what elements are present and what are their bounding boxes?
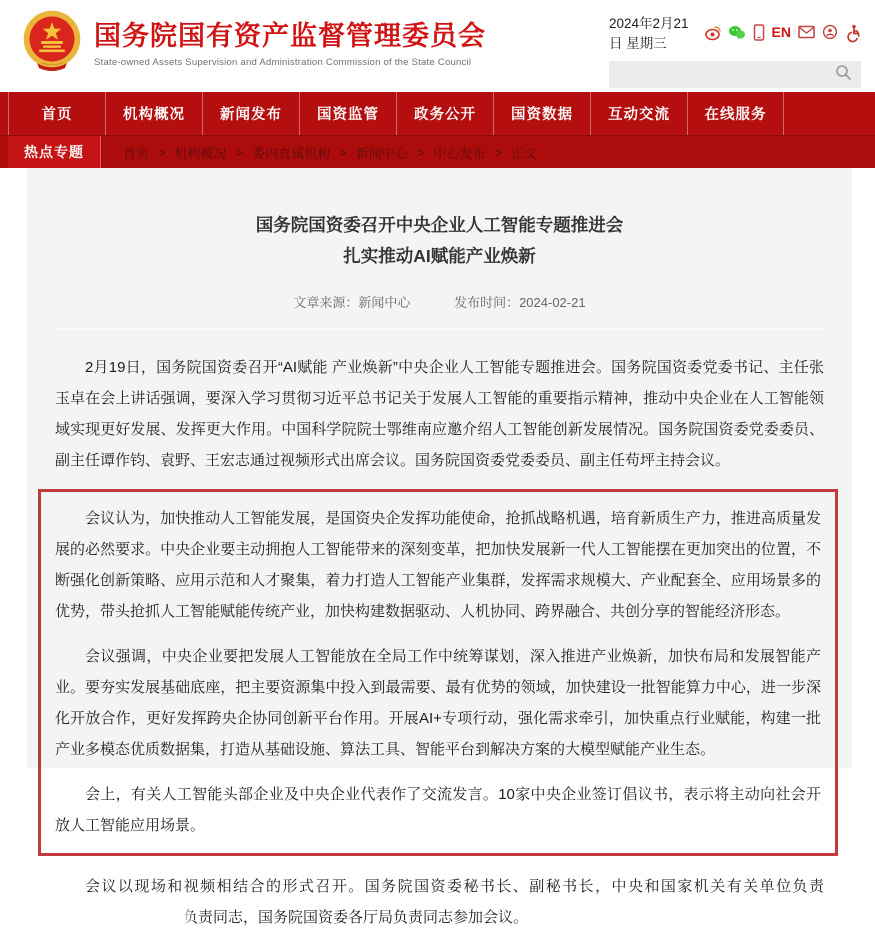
article-source-label: 文章来源：: [293, 295, 359, 310]
contact-icon[interactable]: [822, 24, 838, 41]
article-title-line1: 国务院国资委召开中央企业人工智能专题推进会: [255, 215, 624, 235]
article-paragraph-5-end: 负责同志，国务院国资委各厅局负责同志参加会议。: [183, 909, 529, 926]
article-container: [27, 168, 852, 926]
breadcrumb-affiliates[interactable]: 委内直属机构: [252, 145, 331, 161]
breadcrumb-center-release[interactable]: 中心发布: [433, 145, 486, 161]
article-paragraph-1: 2月19日，国务院国资委召开“AI赋能 产业焕新”中央企业人工智能专题推进会。国务院国资委党委书记、主任张玉卓在会上讲话强调，要深入学习贯彻习近平总书记关于发展人工智能的重要指示精神，推动中央企业在人工智能领域实现更好发展、发挥更大作用。中国科学院院士鄂维南应邀介绍人工智能创新发展情况。国务院国资委党委委员、副主任谭作钧、袁野、王宏志通过视频形式出席会议。国务院国资委党委委员、副主任苟坪主持会议。: [55, 359, 824, 469]
meta-divider: [55, 328, 824, 329]
nav-item-gov-affairs[interactable]: 政务公开: [396, 92, 493, 135]
article-paragraph-3: 会议强调，中央企业要把发展人工智能放在全局工作中统筹谋划，深入推进产业焕新，加快布局和发展智能产业。要夯实发展基础底座，把主要资源集中投入到最需要、最有优势的领域，加快建设一批智能算力中心，进一步深化开放合作，更好发挥跨央企协同创新平台作用。开展AI+专项行动，强化需求牵引，加快重点行业赋能，构建一批产业多模态优质数据集，打造从基础设施、算法工具、智能平台到解决方案的大模型赋能产业生态。: [55, 648, 821, 758]
nav-item-data[interactable]: 国资数据: [493, 92, 590, 135]
article-paragraph-4: 会上，有关人工智能头部企业及中央企业代表作了交流发言。10家中央企业签订倡议书，表示将主动向社会开放人工智能应用场景。: [55, 786, 821, 834]
nav-item-news[interactable]: 新闻发布: [202, 92, 299, 135]
current-date: 2024年2月21日 星期三: [609, 16, 689, 51]
nav-item-supervision[interactable]: 国资监管: [299, 92, 396, 135]
article-source-value: 新闻中心: [358, 295, 411, 310]
breadcrumb-news-center[interactable]: 新闻中心: [355, 145, 408, 161]
site-logo[interactable]: [22, 10, 486, 77]
weibo-icon[interactable]: [705, 24, 722, 41]
site-title-en: State-owned Assets Supervision and Administration Commission of the State Council: [94, 57, 472, 68]
article-title-line2: 扎实推动AI赋能产业焕新: [343, 246, 536, 266]
nav-item-hot-topics[interactable]: 热点专题: [8, 136, 101, 168]
breadcrumb-current-page: 正文: [511, 145, 538, 161]
search-bar[interactable]: [609, 61, 861, 88]
search-input[interactable]: [609, 61, 835, 88]
breadcrumb-separator: >: [494, 144, 503, 160]
nav-item-home[interactable]: 首页: [8, 92, 105, 135]
highlighted-box: [38, 489, 838, 856]
article-meta: [55, 292, 824, 311]
article-paragraph-2: 会议认为，加快推动人工智能发展，是国资央企发挥功能使命，抢抓战略机遇，培育新质生产力，推进高质量发展的必然要求。中央企业要主动拥抱人工智能带来的深刻变革，把加快发展新一代人工智能摆在更加突出的位置，不断强化创新策略、应用示范和人才聚集，着力打造人工智能产业集群，发挥需求规模大、产业配套全、应用场景多的优势，带头抢抓人工智能赋能传统产业，加快构建数据驱动、人机协同、跨界融合、共创分享的智能经济形态。: [55, 510, 821, 620]
main-nav: [0, 92, 875, 135]
article-paragraph-5-start: 会议以现场和视频相结合的形式召开。国务院国资委秘书长、副秘书长，中央和国家机关有关单位负责: [85, 878, 824, 895]
breadcrumb-separator: >: [339, 144, 347, 160]
article-time-value: 2024-02-21: [519, 295, 586, 310]
mail-icon[interactable]: [798, 24, 815, 41]
nav-item-overview[interactable]: 机构概况: [105, 92, 202, 135]
article-publish-time: [454, 295, 586, 310]
breadcrumb-separator: >: [416, 144, 425, 160]
article-source: [293, 295, 410, 310]
nav-item-services[interactable]: 在线服务: [687, 92, 784, 135]
breadcrumb-separator: >: [235, 144, 244, 160]
nav-item-interaction[interactable]: 互动交流: [590, 92, 687, 135]
accessibility-icon[interactable]: [845, 24, 861, 41]
article-time-label: 发布时间：: [454, 295, 520, 310]
article-paragraph-5: [55, 871, 824, 933]
article-title: [55, 210, 824, 272]
language-toggle-en[interactable]: EN: [771, 24, 791, 40]
sub-nav: [0, 135, 875, 168]
mobile-icon[interactable]: [753, 24, 765, 41]
wechat-icon[interactable]: [729, 24, 746, 41]
breadcrumb-overview[interactable]: 机构概况: [174, 145, 227, 161]
breadcrumb-home[interactable]: 首页: [123, 145, 150, 161]
national-emblem-icon: [22, 10, 82, 77]
search-icon[interactable]: [835, 64, 852, 86]
breadcrumb: [123, 143, 537, 162]
breadcrumb-separator: >: [158, 144, 166, 160]
site-title-zh: 国务院国有资产监督管理委员会: [94, 21, 486, 51]
redaction-patch: [55, 906, 183, 927]
site-header: [0, 0, 875, 92]
